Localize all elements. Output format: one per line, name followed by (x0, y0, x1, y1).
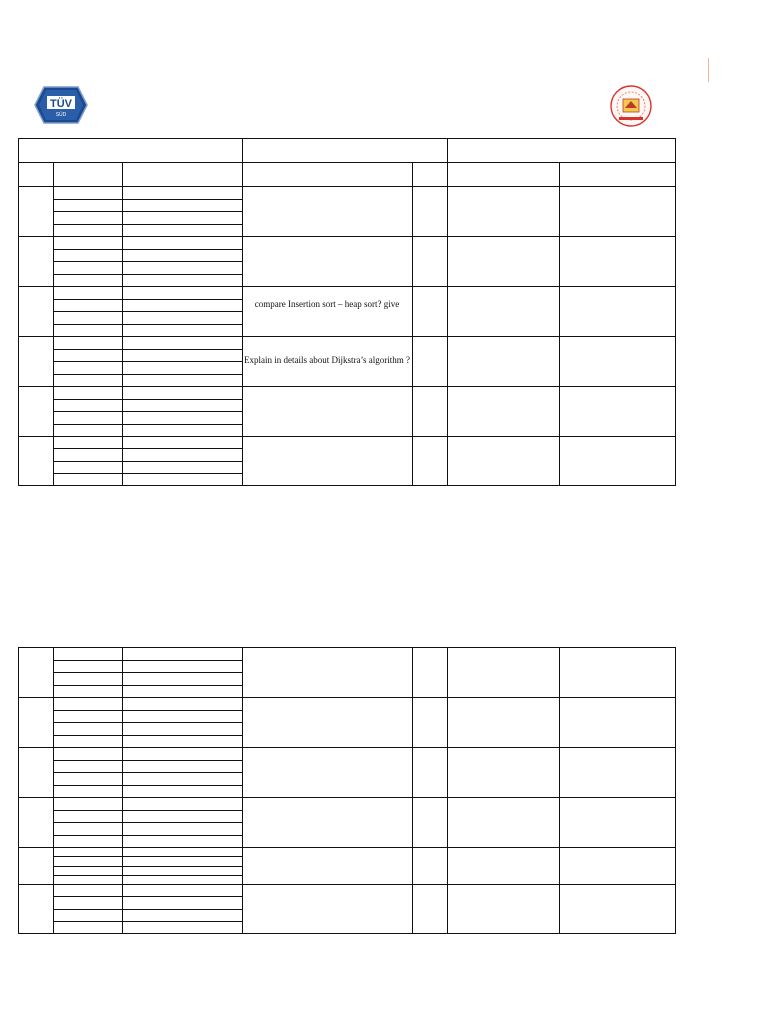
table-column-border (242, 647, 243, 934)
table-subrow-border (53, 211, 243, 212)
table-header-column (412, 162, 413, 187)
table-subrow-border (53, 856, 243, 857)
table-header-column (447, 138, 448, 163)
table-subrow-border (53, 199, 243, 200)
table-subrow-border (53, 424, 243, 425)
svg-text:TÜV: TÜV (50, 98, 72, 110)
table-subrow-border (53, 735, 243, 736)
table-header-column (242, 162, 243, 187)
table-subrow-border (53, 660, 243, 661)
table-column-border (675, 647, 676, 934)
table-column-border (675, 186, 676, 486)
table-column-border (412, 186, 413, 486)
table-subrow-border (53, 249, 243, 250)
table-column-border (53, 647, 54, 934)
table-subrow-border (53, 810, 243, 811)
table-subrow-border (53, 760, 243, 761)
table-column-border (242, 186, 243, 486)
table-column-border (412, 647, 413, 934)
table-header-column (53, 162, 54, 187)
table-column-border (18, 647, 19, 934)
table-column-border (559, 647, 560, 934)
table-subrow-border (53, 448, 243, 449)
question-text: compare Insertion sort – heap sort? give (254, 299, 400, 309)
table-subrow-border (53, 772, 243, 773)
table-subrow-border (53, 349, 243, 350)
table-header-border (18, 162, 676, 163)
table-row-border (18, 485, 676, 486)
table-header-column (242, 138, 243, 163)
table-row-border (18, 647, 676, 648)
table-row-border (18, 884, 676, 885)
table-header-column (675, 162, 676, 187)
table-column-border (53, 186, 54, 486)
table-subrow-border (53, 896, 243, 897)
table-subrow-border (53, 685, 243, 686)
table-header-column (18, 138, 19, 163)
table-row-border (18, 336, 676, 337)
question-text: Explain in details about Dijkstra’s algorithm ? (244, 355, 410, 365)
table-subrow-border (53, 473, 243, 474)
table-subrow-border (53, 909, 243, 910)
table-subrow-border (53, 324, 243, 325)
table-subrow-border (53, 299, 243, 300)
table-subrow-border (53, 461, 243, 462)
table-subrow-border (53, 311, 243, 312)
table-row-border (18, 436, 676, 437)
table-subrow-border (53, 399, 243, 400)
table-column-border (122, 186, 123, 486)
table-header-border (18, 138, 676, 139)
table-column-border (18, 186, 19, 486)
svg-text:SÜD: SÜD (55, 112, 67, 118)
table-subrow-border (53, 785, 243, 786)
table-row-border (18, 386, 676, 387)
table-column-border (447, 186, 448, 486)
table-subrow-border (53, 224, 243, 225)
table-header-column (675, 138, 676, 163)
table-row-border (18, 697, 676, 698)
institution-emblem-icon (604, 84, 658, 128)
table-row-border (18, 236, 676, 237)
table-subrow-border (53, 875, 243, 876)
table-row-border (18, 747, 676, 748)
table-row-border (18, 847, 676, 848)
table-subrow-border (53, 411, 243, 412)
table-column-border (447, 647, 448, 934)
edge-mark (708, 58, 709, 82)
table-subrow-border (53, 921, 243, 922)
table-header-column (18, 162, 19, 187)
table-subrow-border (53, 822, 243, 823)
table-row-border (18, 797, 676, 798)
table-column-border (122, 647, 123, 934)
table-row-border (18, 286, 676, 287)
table-subrow-border (53, 722, 243, 723)
table-header-column (447, 162, 448, 187)
table-subrow-border (53, 274, 243, 275)
table-subrow-border (53, 361, 243, 362)
table-row-border (18, 933, 676, 934)
table-subrow-border (53, 835, 243, 836)
table-header-column (559, 162, 560, 187)
table-row-border (18, 186, 676, 187)
table-subrow-border (53, 261, 243, 262)
table-header-column (122, 162, 123, 187)
table-column-border (559, 186, 560, 486)
tuv-logo-icon (34, 86, 88, 124)
table-subrow-border (53, 374, 243, 375)
table-subrow-border (53, 866, 243, 867)
table-subrow-border (53, 672, 243, 673)
table-subrow-border (53, 710, 243, 711)
